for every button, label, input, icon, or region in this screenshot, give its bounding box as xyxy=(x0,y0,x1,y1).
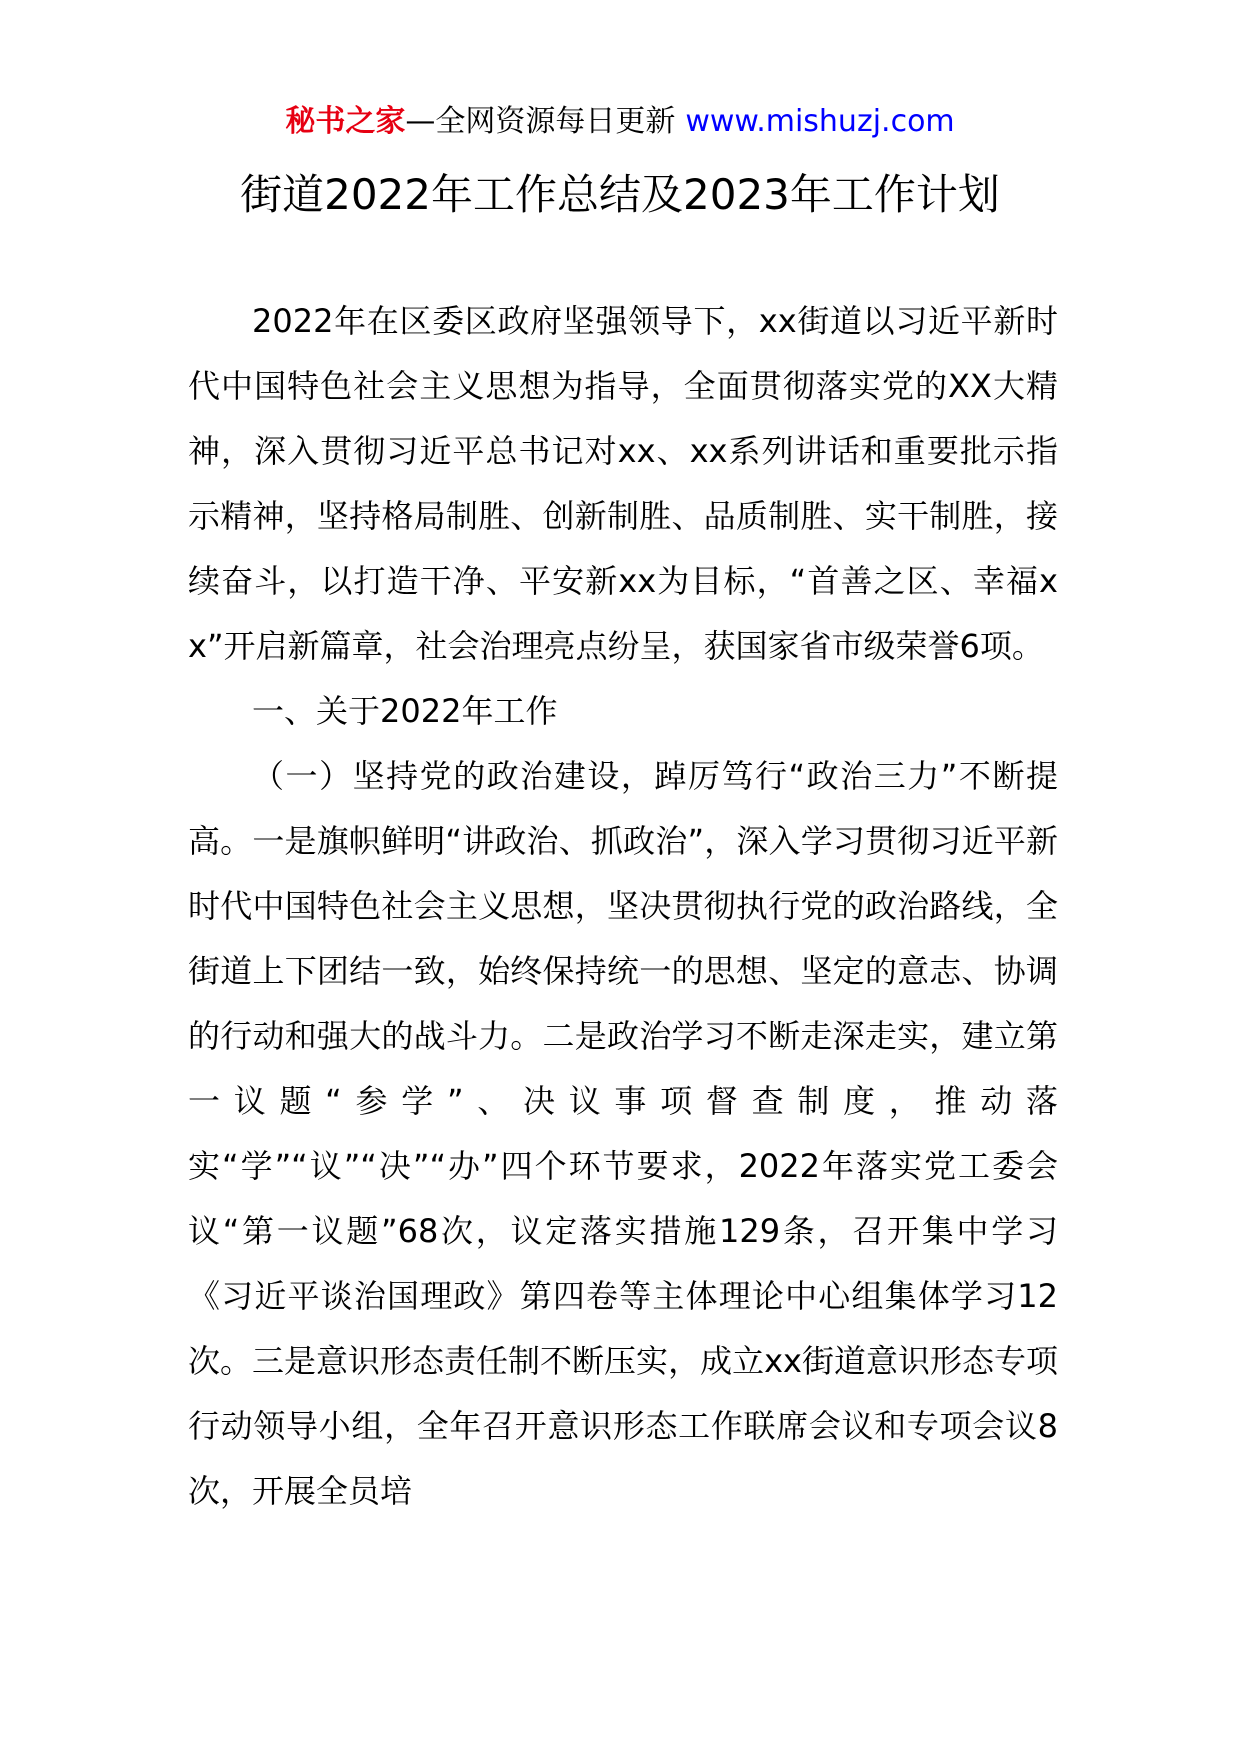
intro-paragraph: 2022年在区委区政府坚强领导下，xx街道以习近平新时代中国特色社会主义思想为指导，全面贯彻落实党的XX大精神，深入贯彻习近平总书记对xx、xx系列讲话和重要批示指示精神，坚持格局制胜、创新制胜、品质制胜、实干制胜，接续奋斗，以打造干净、平安新xx为目标，“首善之区、幸福xx”开启新篇章，社会治理亮点纷呈，获国家省市级荣誉6项。 xyxy=(188,302,1058,665)
site-header xyxy=(0,102,1240,142)
header-tagline: —全网资源每日更新 xyxy=(405,104,676,139)
site-url-link[interactable]: www.mishuzj.com xyxy=(685,104,955,139)
brand-name: 秘书之家 xyxy=(285,104,406,139)
document-title: 街道2022年工作总结及2023年工作计划 xyxy=(240,170,1000,219)
section-heading: 一、关于2022年工作 xyxy=(252,692,558,730)
document-body xyxy=(188,289,1058,1524)
subsection-paragraph: （一）坚持党的政治建设，踔厉笃行“政治三力”不断提高。一是旗帜鲜明“讲政治、抓政治”，深入学习贯彻习近平新时代中国特色社会主义思想，坚决贯彻执行党的政治路线，全街道上下团结一致，始终保持统一的思想、坚定的意志、协调的行动和强大的战斗力。二是政治学习不断走深走实，建立第一议题“参学”、决议事项督查制度，推动落实“学”“议”“决”“办”四个环节要求，2022年落实党工委会议“第一议题”68次，议定落实措施129条，召开集中学习《习近平谈治国理政》第四卷等主体理论中心组集体学习12次。三是意识形态责任制不断压实，成立xx街道意识形态专项行动领导小组，全年召开意识形态工作联席会议和专项会议8次，开展全员培 xyxy=(188,757,1058,1510)
